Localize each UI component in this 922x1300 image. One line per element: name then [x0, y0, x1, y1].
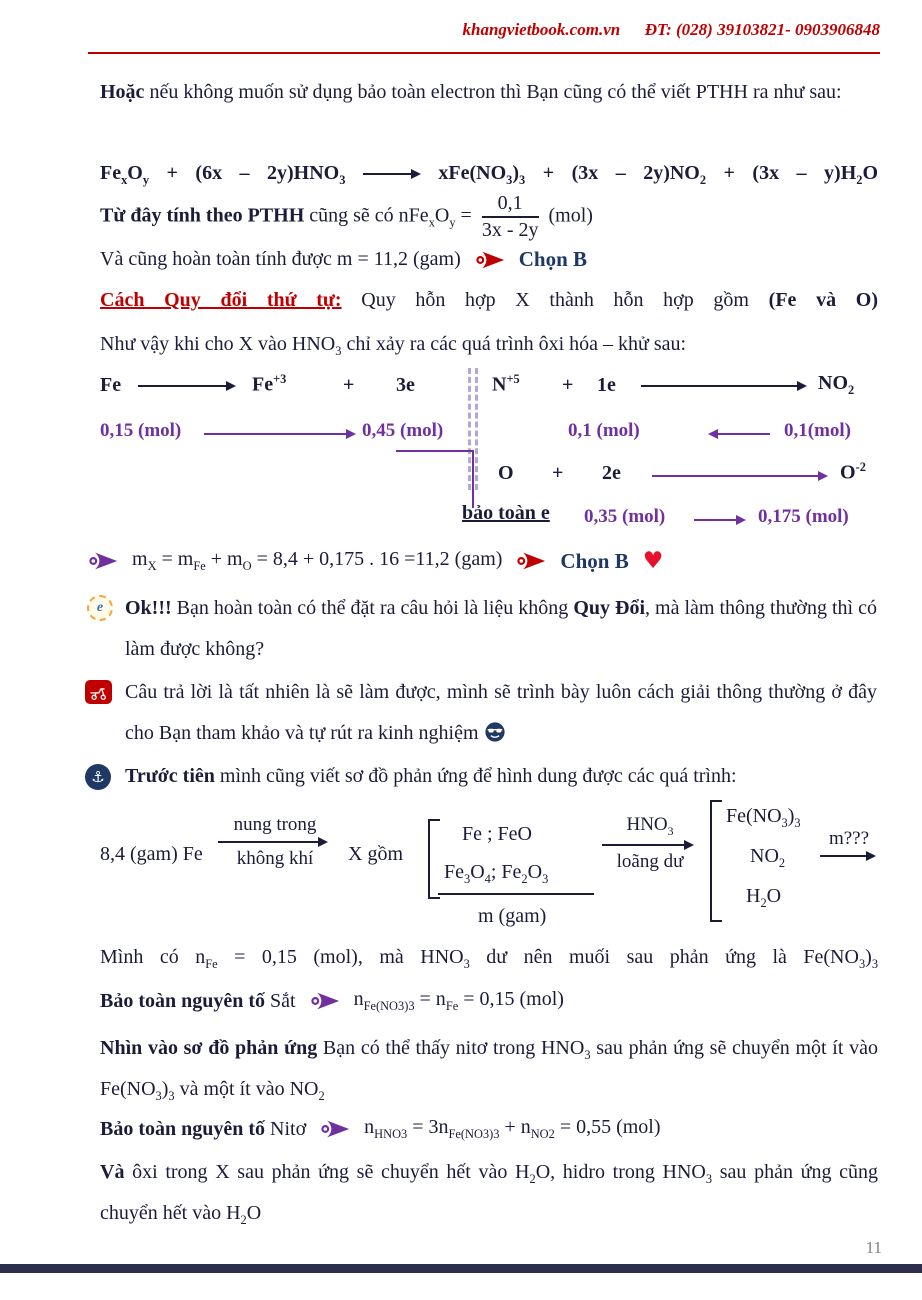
- arrow-label-top: nung trong: [233, 814, 317, 835]
- paragraph-hoac: Hoặc nếu không muốn sử dụng bảo toàn electron thì Bạn cũng có thể viết PTHH ra như sau:: [100, 81, 842, 103]
- mol-035: 0,35 (mol): [584, 506, 666, 527]
- mol-015: 0,15 (mol): [100, 420, 182, 441]
- right-arrow: [218, 837, 328, 847]
- line-mx: [88, 548, 663, 574]
- line-tu-day: Từ đây tính theo PTHH cũng sẽ có $nFe_xO_y$ = $\frac{0,1}{3x - 2y}$ (mol): [100, 192, 593, 241]
- species-n5: $N^{+5}$: [492, 372, 520, 396]
- line-va-cung-text: Và cũng hoàn toàn tính được m = 11,2 (gam): [100, 248, 461, 270]
- electrons-2e: 2e: [602, 462, 621, 484]
- page-number: 11: [865, 1238, 882, 1257]
- choose-arrow-icon: [475, 250, 505, 270]
- product-fe-no3-3: $Fe(NO_3)_3$: [726, 805, 801, 830]
- redox-diagram: [100, 372, 880, 548]
- plus-sign-2: +: [562, 374, 574, 396]
- line-mx-text: $m_X = m_{Fe} + m_O = 8,4 + 0,175$ . 16 =11,2 (gam): [132, 548, 503, 573]
- electrons-1e: 1e: [597, 374, 616, 396]
- arrow-marker-icon: [320, 1119, 350, 1139]
- paragraph-cau-tra-loi: [125, 672, 877, 754]
- scheme-arrow-heating: [218, 813, 332, 871]
- mixture-row-1: Fe ; FeO: [462, 823, 532, 845]
- mol-01a: 0,1 (mol): [568, 420, 640, 441]
- plus-sign-1: +: [343, 374, 355, 396]
- chemical-equation: $Fe_xO_y + (6x - 2y)HNO_3$ $xFe(NO_3)_3 + (3x - 2y)NO_2 + (3x - y)H_2O$: [100, 162, 879, 187]
- right-arrow: [602, 840, 694, 850]
- header-rule: [88, 52, 880, 54]
- paragraph-ok-text: Ok!!! Bạn hoàn toàn có thể đặt ra câu hỏi là liệu không Quy Đổi, mà làm thông thường thì có làm được không?: [125, 597, 877, 660]
- species-fe3: $Fe^{+3}$: [252, 372, 287, 396]
- header-phone: ĐT: (028) 39103821- 0903906848: [644, 20, 880, 39]
- paragraph-truoc-text: Trước tiên mình cũng viết sơ đồ phản ứng để hình dung được các quá trình:: [125, 765, 737, 787]
- iron-balance-formula: $n_{Fe(NO3)3} = n_{Fe} = 0,15$ (mol): [353, 988, 564, 1013]
- nitrogen-balance-formula: $n_{HNO3} = 3n_{Fe(NO3)3} + n_{NO2} = 0,55$ (mol): [364, 1116, 661, 1141]
- electron-balance-connector: [396, 450, 474, 508]
- mass-label: m (gam): [478, 905, 547, 927]
- line-bao-toan-nito: [100, 1116, 661, 1142]
- mol-01b: 0,1(mol): [784, 420, 852, 441]
- products-bracket: [710, 800, 722, 922]
- line-va-cung: [100, 247, 587, 272]
- heading-cach-quy-doi: Cách Quy đổi thứ tự: Quy hỗn hợp X thành hỗn hợp gồm (Fe và O): [100, 289, 878, 311]
- answer-choice: Chọn B: [518, 247, 588, 271]
- conservation-nitrogen-label: Bảo toàn nguyên tố Nitơ: [100, 1117, 307, 1140]
- product-h2o: $H_2O$: [746, 885, 782, 910]
- hint-icon: e: [87, 595, 113, 621]
- arrow-o-reduction: [652, 471, 828, 481]
- paragraph-minh-co: Mình có $n_{Fe} = 0,15$ (mol), mà $HNO_3$ dư nên muối sau phản ứng là $Fe(NO_3)_3$: [100, 946, 879, 971]
- arrow-label-top: $HNO_3$: [626, 814, 674, 838]
- scheme-start: 8,4 (gam) Fe: [100, 843, 203, 865]
- arrow-mol-fe: [204, 429, 356, 439]
- species-fe: Fe: [100, 374, 122, 396]
- line-nhu-vay: Như vậy khi cho X vào $HNO_3$ chỉ xảy ra các quá trình ôxi hóa – khử sau:: [100, 333, 687, 358]
- scooter-icon: [85, 680, 112, 704]
- product-no2: $NO_2$: [750, 845, 786, 870]
- arrow-mol-no2: [708, 429, 770, 439]
- answer-choice: Chọn B: [560, 548, 629, 573]
- anchor-icon: ⚓: [85, 764, 111, 790]
- scheme-arrow-hno3: [602, 813, 698, 873]
- species-om2: $O^{-2}$: [840, 460, 866, 484]
- header-site: khangvietbook.com.vn: [462, 20, 621, 39]
- mixture-row-2: $Fe_3O_4$; $Fe_2O_3$: [444, 861, 549, 886]
- mol-045: 0,45 (mol): [362, 420, 444, 441]
- plus-sign-3: +: [552, 462, 564, 484]
- species-no2: $NO_2$: [818, 372, 855, 397]
- arrow-label-bottom: không khí: [236, 847, 314, 869]
- paragraph-ok: [96, 588, 877, 670]
- sunglasses-emoji-icon: [484, 721, 506, 743]
- species-o: O: [498, 462, 514, 484]
- arrow-marker-icon: [310, 991, 340, 1011]
- choose-arrow-icon: [516, 551, 546, 571]
- page-header: [90, 20, 880, 40]
- heart-icon: ♥: [642, 547, 664, 574]
- arrow-mol-o: [694, 515, 746, 525]
- right-arrow: [820, 851, 876, 861]
- scheme-x-gom: X gồm: [348, 843, 403, 865]
- footer-bar: [0, 1264, 922, 1273]
- reaction-scheme: [100, 805, 880, 945]
- electron-balance-label: bảo toàn e: [462, 502, 550, 524]
- arrow-marker-icon: [88, 551, 118, 571]
- line-bao-toan-sat: [100, 988, 564, 1014]
- paragraph-truoc-tien: [91, 765, 877, 788]
- paragraph-nhin-vao: Nhìn vào sơ đồ phản ứng Bạn có thể thấy nitơ trong $HNO_3$ sau phản ứng sẽ chuyển một ít vào $Fe(NO_3)_3$ và một ít vào $NO_2$: [100, 1037, 878, 1103]
- paragraph-cau-text: Câu trả lời là tất nhiên là sẽ làm được, mình sẽ trình bày luôn cách giải thông thường ở đây cho Bạn tham khảo và tự rút ra kinh nghiệm: [125, 681, 877, 744]
- mol-0175: 0,175 (mol): [758, 506, 849, 527]
- arrow-label-top: m???: [828, 828, 870, 849]
- conservation-iron-label: Bảo toàn nguyên tố Sắt: [100, 989, 296, 1012]
- arrow-label-bottom: loãng dư: [616, 850, 684, 872]
- arrow-fe-oxidation: [138, 381, 236, 391]
- arrow-n-reduction: [641, 381, 807, 391]
- paragraph-va-oxi: Và ôxi trong X sau phản ứng sẽ chuyển hết vào $H_2O$, hidro trong $HNO_3$ sau phản ứng cũng chuyển hết vào $H_2O$: [100, 1161, 878, 1227]
- electrons-3e: 3e: [396, 374, 415, 396]
- scheme-arrow-mass: [820, 827, 878, 861]
- under-brace: [438, 855, 594, 895]
